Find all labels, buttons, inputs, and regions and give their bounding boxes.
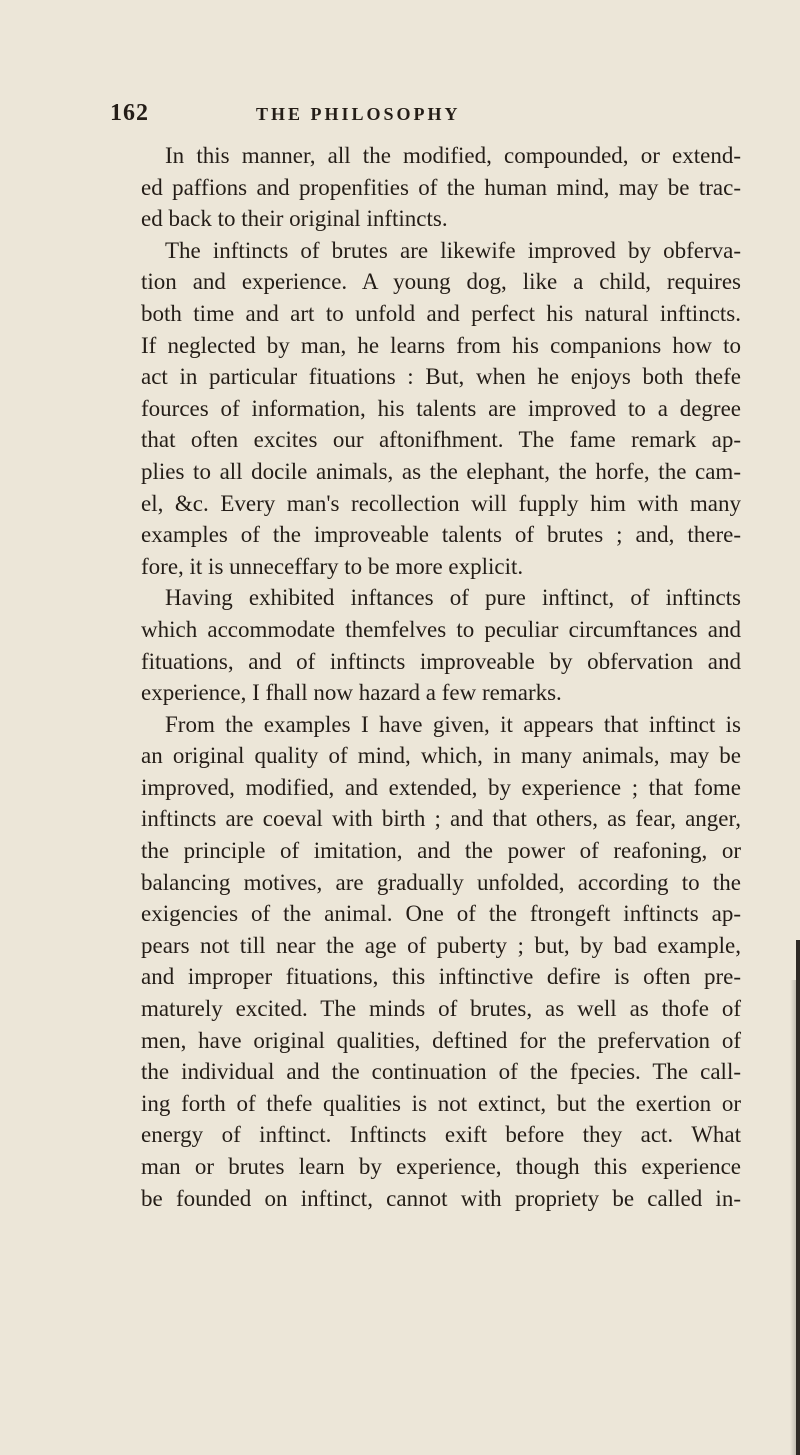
text-line: men, have original qualities, deftined for the prefervation of [141, 1027, 741, 1053]
running-head: THE PHILOSOPHY [256, 104, 461, 124]
text-line: The inftincts of brutes are likewife improved by obferva- [165, 237, 741, 263]
text-line: From the examples I have given, it appears that inftinct is [165, 711, 741, 737]
page-header [0, 100, 800, 140]
text-line: fore, it is unneceffary to be more explicit. [141, 553, 524, 579]
text-line: Having exhibited inftances of pure inftinct, of inftincts [165, 585, 741, 611]
body-text [141, 140, 741, 1214]
text-line: el, &c. Every man's recollection will fupply him with many [141, 490, 741, 516]
text-line: be founded on inftinct, cannot with propriety be called in- [141, 1185, 741, 1211]
text-line: energy of inftinct. Inftincts exift before they act. What [141, 1122, 741, 1148]
text-line: and improper fituations, this inftinctive defire is often pre- [141, 964, 741, 990]
text-line: act in particular fituations : But, when he enjoys both thefe [141, 364, 741, 390]
page-number: 162 [110, 100, 149, 126]
text-line: fituations, and of inftincts improveable by obfervation and [141, 648, 741, 674]
text-line: ing forth of thefe qualities is not extinct, but the exertion or [141, 1090, 741, 1116]
text-line: both time and art to unfold and perfect his natural inftincts. [141, 300, 741, 326]
text-line: which accommodate themfelves to peculiar circumftances and [141, 616, 741, 642]
text-line: balancing motives, are gradually unfolded, according to the [141, 869, 741, 895]
text-line: pears not till near the age of puberty ; but, by bad example, [141, 932, 741, 958]
text-line: examples of the improveable talents of brutes ; and, there- [141, 522, 741, 548]
text-line: ed paffions and propenfities of the human mind, may be trac- [141, 174, 741, 200]
text-line: maturely excited. The minds of brutes, as well as thofe of [141, 996, 741, 1022]
text-line: plies to all docile animals, as the elephant, the horfe, the cam- [141, 458, 741, 484]
text-line: that often excites our aftonifhment. The fame remark ap- [141, 427, 741, 453]
text-line: inftincts are coeval with birth ; and that others, as fear, anger, [141, 806, 741, 832]
text-line: ed back to their original inftincts. [141, 206, 448, 232]
text-line: man or brutes learn by experience, though this experience [141, 1154, 741, 1179]
text-line: the principle of imitation, and the power of reafoning, or [141, 838, 741, 864]
text-line: If neglected by man, he learns from his companions how to [141, 332, 741, 358]
text-line: In this manner, all the modified, compounded, or extend- [165, 143, 741, 168]
text-line: fources of information, his talents are improved to a degree [141, 395, 741, 421]
text-line: tion and experience. A young dog, like a child, requires [141, 269, 741, 295]
text-line: exigencies of the animal. One of the ftrongeft inftincts ap- [141, 901, 741, 927]
text-line: improved, modified, and extended, by experience ; that fome [141, 774, 741, 800]
text-line: an original quality of mind, which, in many animals, may be [141, 743, 741, 769]
text-line: the individual and the continuation of the fpecies. The call- [141, 1059, 741, 1085]
page-edge [796, 940, 800, 1455]
text-line: experience, I fhall now hazard a few remarks. [141, 680, 562, 706]
